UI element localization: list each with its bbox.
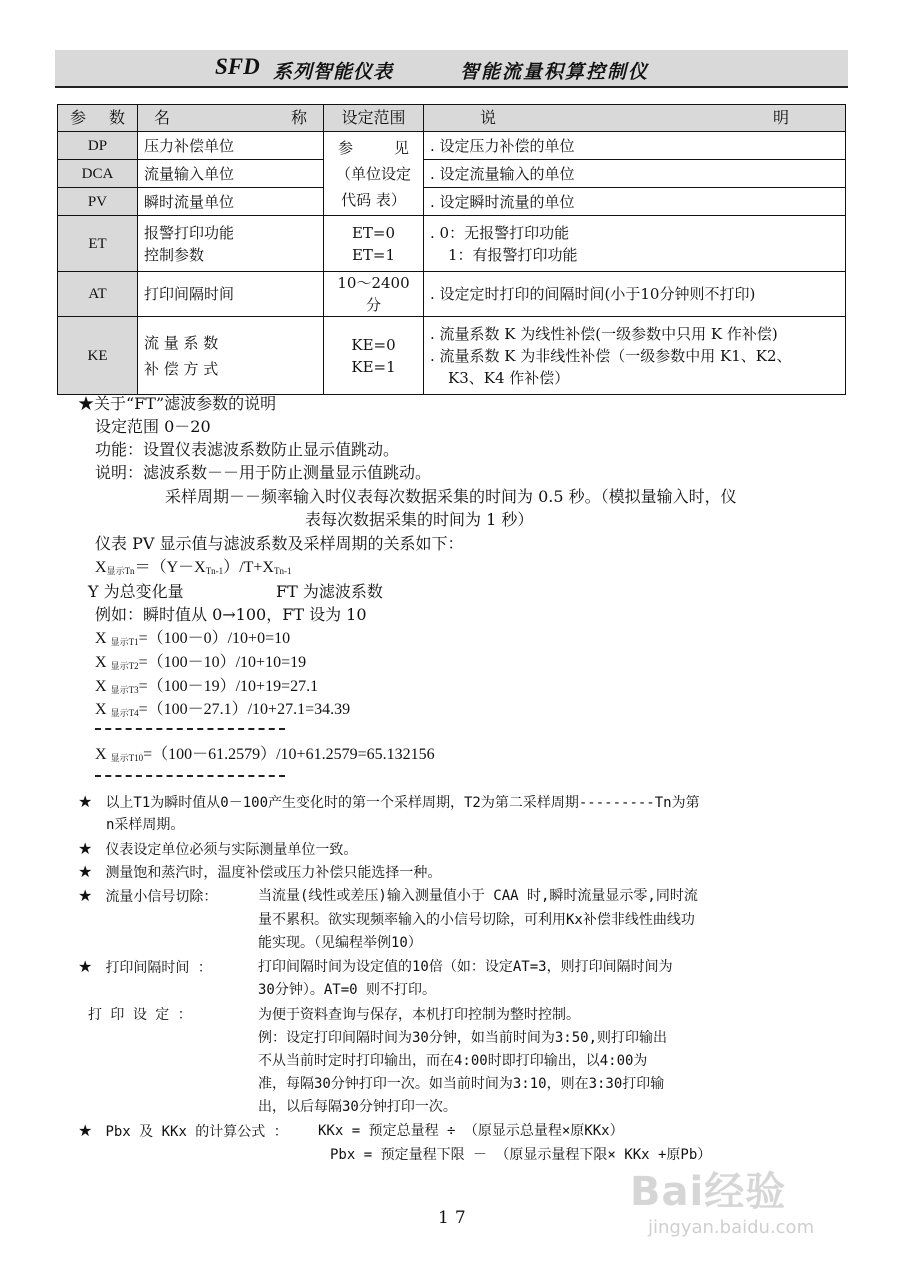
param-code: KE [58, 317, 138, 395]
note-item: ★ 流量小信号切除： [78, 886, 218, 905]
note-text: 为便于资料查询与保存，本机打印控制为整时控制。 [258, 1007, 580, 1023]
param-name: 瞬时流量单位 [138, 188, 324, 216]
param-desc: . 0：无报警打印功能 1：有报警打印功能 [424, 216, 846, 272]
param-range: 10～2400分 [324, 272, 424, 317]
param-name: 流量输入单位 [138, 160, 324, 188]
star-icon: ★ [78, 886, 93, 905]
watermark-logo: Bai经验 [630, 1169, 787, 1215]
star-icon: ★ [78, 1121, 93, 1140]
note-item: ★ 打印间隔时间 ： [78, 957, 212, 976]
note-label: 打 印 设 定 ： [88, 1007, 192, 1023]
param-desc: . 流量系数 K 为线性补偿(一级参数中只用 K 作补偿) . 流量系数 K 为非线性补偿（一级参数中用 K1、K2、 K3、K4 作补偿） [424, 317, 846, 395]
col-header-param: 参 数 [58, 105, 138, 132]
note-text: 准，每隔30分钟打印一次。如当前时间为3:10，则在3:30打印输 [258, 1076, 665, 1092]
param-desc: . 设定压力补偿的单位 [424, 132, 846, 160]
param-code: AT [58, 272, 138, 317]
filter-function: 功能：设置仪表滤波系数防止显示值跳动。 [95, 440, 400, 459]
col-header-name: 名 称 [138, 105, 324, 132]
table-row [58, 132, 846, 160]
note-text: 打印间隔时间为设定值的10倍（如：设定AT=3，则打印间隔时间为 [258, 959, 673, 975]
filter-y-def: Y 为总变化量 [88, 582, 184, 601]
watermark-url: jingyan.baidu.com [648, 1217, 815, 1238]
table-row [58, 160, 846, 188]
param-name: 报警打印功能 控制参数 [138, 216, 324, 272]
param-range-shared: 参 见 （单位设定 代码 表） [324, 132, 424, 216]
note-text: 量不累积。欲实现频率输入的小信号切除，可利用Kx补偿非线性曲线功 [258, 912, 695, 928]
table-row [58, 272, 846, 317]
filter-relation: 仪表 PV 显示值与滤波系数及采样周期的关系如下： [95, 534, 464, 553]
param-range: ET=0 ET=1 [324, 216, 424, 272]
note-text: 例：设定打印间隔时间为30分钟，如当前时间为3:50,则打印输出 [258, 1030, 667, 1046]
note-item: ★ Pbx 及 KKx 的计算公式 ： [78, 1121, 288, 1140]
param-desc: . 设定流量输入的单位 [424, 160, 846, 188]
param-code: DP [58, 132, 138, 160]
note-item: ★ 测量饱和蒸汽时，温度补偿或压力补偿只能选择一种。 [78, 862, 442, 881]
brand-title: SFD [215, 54, 260, 79]
calc-line: X $_{显示T4}$=（100－27.1）/10+27.1=34.39 [95, 701, 351, 718]
note-text: 当流量(线性或差压)输入测量值小于 CAA 时,瞬时流量显示零,同时流 [258, 888, 698, 904]
page-header [55, 50, 848, 88]
note-text: KKx = 预定总量程 ÷ （原显示总量程×原KKx） [318, 1123, 624, 1139]
product-title: 智能流量积算控制仪 [460, 61, 650, 83]
note-text: Pbx = 预定量程下限 － （原显示量程下限× KKx +原Pb） [330, 1147, 712, 1163]
param-code: ET [58, 216, 138, 272]
note-item: ★ 仪表设定单位必须与实际测量单位一致。 [78, 839, 358, 858]
filter-ft-def: FT 为滤波系数 [276, 582, 383, 601]
star-icon: ★ [78, 792, 93, 811]
param-name: 流 量 系 数 补 偿 方 式 [138, 317, 324, 395]
col-header-desc: 说 明 [424, 105, 846, 132]
dashed-separator [95, 775, 285, 777]
note-text: 30分钟）。AT=0 则不打印。 [258, 982, 437, 998]
parameter-table [57, 104, 846, 395]
param-code: DCA [58, 160, 138, 188]
table-header-row [58, 105, 846, 132]
star-icon: ★ [78, 957, 93, 976]
star-icon: ★ [78, 862, 93, 881]
note-text: 不从当前时定时打印输出，而在4:00时即打印输出，以4:00为 [258, 1053, 648, 1069]
star-icon: ★ [78, 839, 93, 858]
filter-title: ★关于“FT”滤波参数的说明 [78, 394, 277, 413]
param-name: 打印间隔时间 [138, 272, 324, 317]
calc-line: X $_{显示T2}$=（100－10）/10+10=19 [95, 654, 307, 671]
note-text: 出，以后每隔30分钟打印一次。 [258, 1099, 457, 1115]
table-row [58, 317, 846, 395]
series-title: 系列智能仪表 [273, 61, 394, 83]
table-row [58, 216, 846, 272]
param-name: 压力补偿单位 [138, 132, 324, 160]
calc-line: X $_{显示T10}$=（100－61.2579）/10+61.2579=65.132156 [95, 746, 435, 763]
dashed-separator [95, 728, 285, 730]
filter-note: 说明：滤波系数－－用于防止测量显示值跳动。 [95, 463, 432, 482]
note-text: 能实现。（见编程举例10） [258, 935, 422, 951]
param-code: PV [58, 188, 138, 216]
filter-note: 表每次数据采集的时间为 1 秒） [305, 510, 534, 529]
calc-line: X $_{显示T1}$=（100－0）/10+0=10 [95, 630, 291, 647]
param-range: KE=0 KE=1 [324, 317, 424, 395]
note-item: ★ 以上T1为瞬时值从0－100产生变化时的第一个采样周期，T2为第二采样周期---------Tn为第 [78, 792, 700, 811]
col-header-range: 设定范围 [324, 105, 424, 132]
calc-line: X $_{显示T3}$=（100－19）/10+19=27.1 [95, 678, 319, 695]
param-desc: . 设定瞬时流量的单位 [424, 188, 846, 216]
filter-note: 采样周期－－频率输入时仪表每次数据采集的时间为 0.5 秒。（模拟量输入时，仪 [165, 487, 737, 506]
page-number: 17 [438, 1208, 472, 1228]
filter-example: 例如：瞬时值从 0→100，FT 设为 10 [95, 605, 367, 624]
filter-formula: $X_{显示Tn}=(Y-X_{Tn-1})/T+X_{Tn-1}$ [95, 559, 292, 576]
param-desc: . 设定定时打印的间隔时间(小于10分钟则不打印) [424, 272, 846, 317]
table-row [58, 188, 846, 216]
note-item-cont: n采样周期。 [106, 817, 185, 833]
filter-range: 设定范围 0－20 [95, 417, 211, 436]
